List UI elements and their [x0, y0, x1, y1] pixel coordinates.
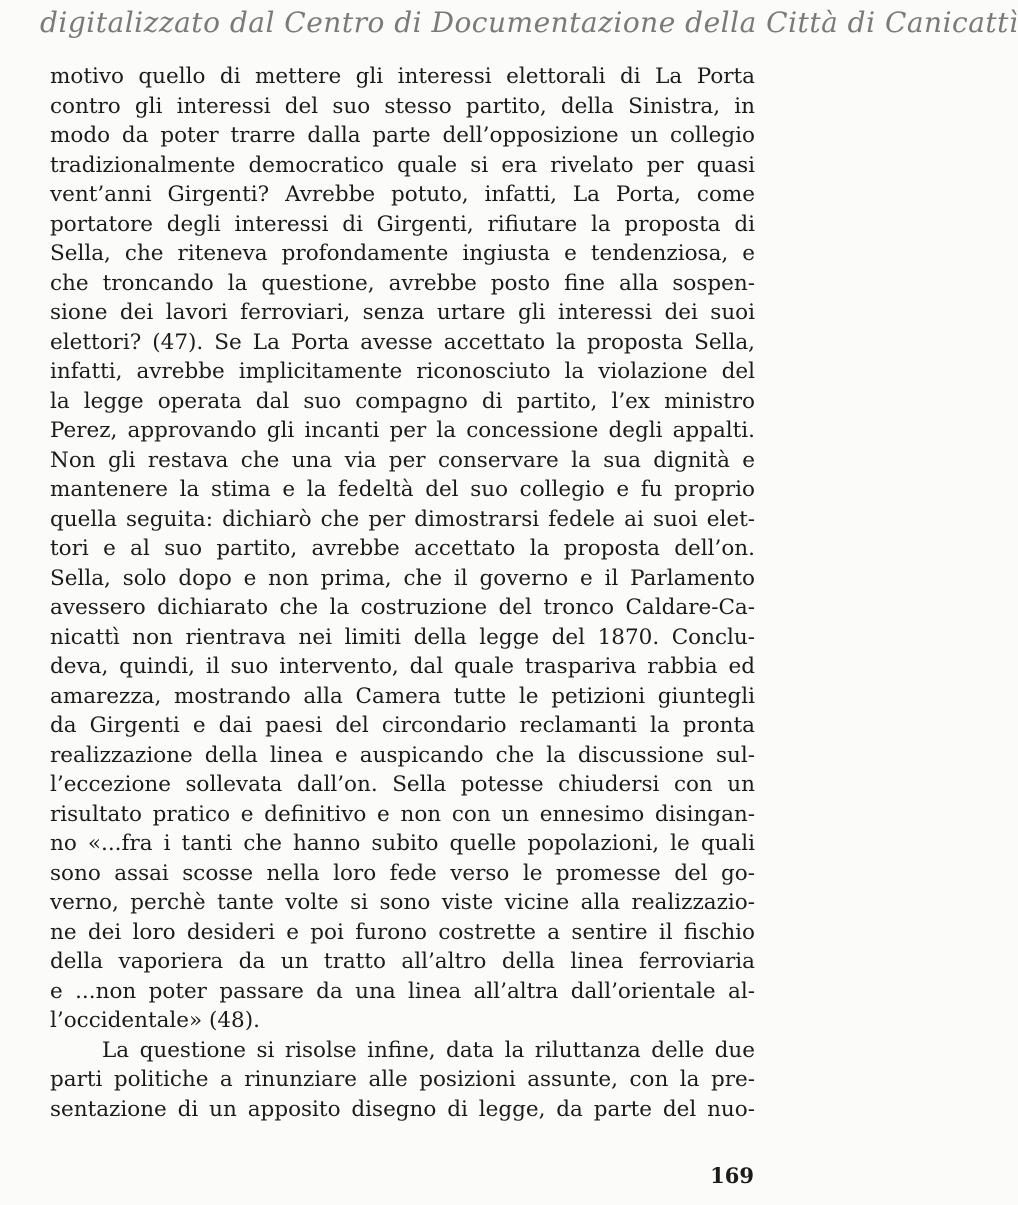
text-line: e ...non poter passare da una linea all’altra dall’orientale al-	[50, 978, 755, 1004]
text-line: amarezza, mostrando alla Camera tutte le petizioni giuntegli	[50, 683, 755, 709]
text-line: ne dei loro desideri e poi furono costrette a sentire il fischio	[50, 919, 755, 945]
paragraph-1	[50, 62, 755, 1036]
text-line: nicattì non rientrava nei limiti della legge del 1870. Conclu-	[50, 624, 755, 650]
page-number: 169	[710, 1163, 754, 1188]
text-line: Perez, approvando gli incanti per la concessione degli appalti.	[50, 418, 755, 443]
text-line: da Girgenti e dai paesi del circondario reclamanti la pronta	[50, 713, 755, 738]
text-line: quella seguita: dichiarò che per dimostrarsi fedele ai suoi elet-	[50, 506, 755, 532]
text-line: deva, quindi, il suo intervento, dal quale traspariva rabbia ed	[50, 654, 755, 679]
text-line: avessero dichiarato che la costruzione del tronco Caldare-Ca-	[50, 595, 755, 620]
text-line: della vaporiera da un tratto all’altro della linea ferroviaria	[50, 949, 755, 974]
text-line: mantenere la stima e la fedeltà del suo collegio e fu proprio	[50, 477, 755, 502]
text-line: parti politiche a rinunziare alle posizioni assunte, con la pre-	[50, 1067, 755, 1092]
text-line: motivo quello di mettere gli interessi elettorali di La Porta	[50, 64, 755, 89]
text-line: l’eccezione sollevata dall’on. Sella potesse chiudersi con un	[50, 772, 755, 797]
text-line: l’occidentale» (48).	[50, 1008, 260, 1033]
text-line: Sella, solo dopo e non prima, che il governo e il Parlamento	[50, 565, 755, 591]
text-line: sentazione di un apposito disegno di legge, da parte del nuo-	[50, 1096, 755, 1122]
text-line: realizzazione della linea e auspicando che la discussione sul-	[50, 742, 755, 768]
text-line: Sella, che riteneva profondamente ingiusta e tendenziosa, e	[50, 241, 755, 266]
text-line: infatti, avrebbe implicitamente riconosciuto la violazione del	[50, 359, 755, 384]
text-line: modo da poter trarre dalla parte dell’opposizione un collegio	[50, 123, 755, 148]
text-line: elettori? (47). Se La Porta avesse accettato la proposta Sella,	[50, 329, 755, 355]
text-line: portatore degli interessi di Girgenti, rifiutare la proposta di	[50, 211, 755, 237]
text-line: la legge operata dal suo compagno di partito, l’ex ministro	[50, 388, 755, 414]
body-text	[50, 62, 755, 1124]
text-line: La questione si risolse infine, data la riluttanza delle due	[102, 1037, 755, 1063]
paragraph-2	[50, 1036, 755, 1125]
watermark: digitalizzato dal Centro di Documentazione della Città di Canicattì	[40, 6, 1018, 39]
text-line: che troncando la questione, avrebbe posto fine alla sospen-	[50, 270, 755, 296]
text-line: sono assai scosse nella loro fede verso le promesse del go-	[50, 860, 755, 886]
text-line: tori e al suo partito, avrebbe accettato la proposta dell’on.	[50, 536, 755, 561]
text-line: vent’anni Girgenti? Avrebbe potuto, infatti, La Porta, come	[50, 182, 755, 207]
text-line: contro gli interessi del suo stesso partito, della Sinistra, in	[50, 93, 755, 119]
text-line: tradizionalmente democratico quale si era rivelato per quasi	[50, 152, 755, 178]
text-line: risultato pratico e definitivo e non con un ennesimo disingan-	[50, 801, 755, 827]
text-line: verno, perchè tante volte si sono viste vicine alla realizzazio-	[50, 890, 755, 915]
text-line: Non gli restava che una via per conservare la sua dignità e	[50, 447, 755, 473]
text-line: sione dei lavori ferroviari, senza urtare gli interessi dei suoi	[50, 300, 755, 325]
text-line: no «...fra i tanti che hanno subito quelle popolazioni, le quali	[50, 831, 755, 856]
